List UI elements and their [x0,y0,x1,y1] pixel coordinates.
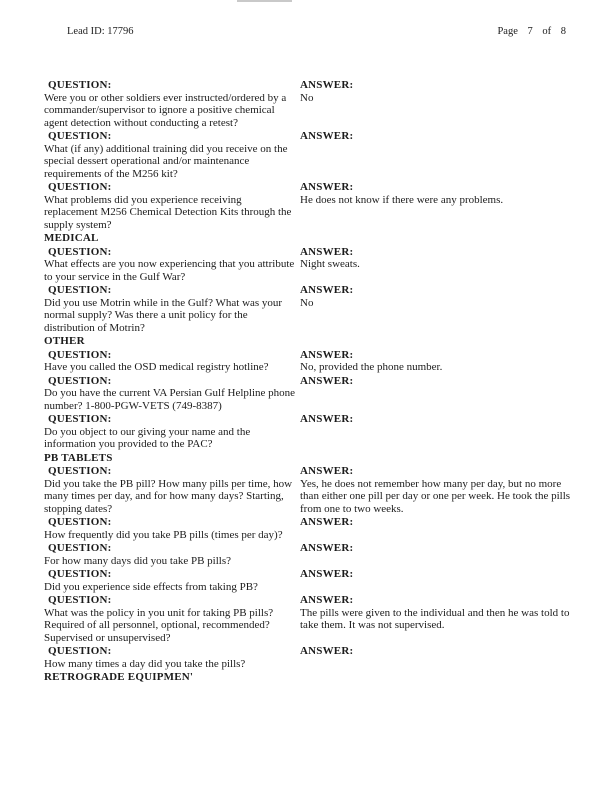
qa-block [44,246,577,284]
answer-column [300,246,577,271]
qa-block [44,375,577,413]
qa-content [0,79,611,684]
question-text: How many times a day did you take the pills? [44,657,246,670]
answer-column [300,130,577,143]
question-column [44,130,300,180]
qa-block [44,516,577,541]
answer-column [300,284,577,309]
question-text: For how many days did you take PB pills? [44,554,231,567]
question-label: QUESTION: [48,374,112,387]
lead-id: Lead ID: 17796 [67,26,134,37]
question-column [44,542,300,567]
question-label: QUESTION: [48,79,112,91]
question-column [44,79,300,129]
question-label: QUESTION: [48,645,112,657]
answer-label: ANSWER: [300,245,354,258]
answer-label: ANSWER: [300,348,354,361]
answer-text: He does not know if there were any problems. [300,193,504,206]
question-label: QUESTION: [48,516,112,528]
question-text: What was the policy in you unit for taking PB pills? Required of all personnel, optional, recommended? Supervised or unsupervised? [44,606,274,644]
answer-label: ANSWER: [300,516,354,528]
answer-text: No, provided the phone number. [300,361,443,373]
question-text: Were you or other soldiers ever instructed/ordered by a commander/supervisor to ignore a positive chemical agent detection without conducting a retest? [44,91,287,129]
answer-label: ANSWER: [300,130,354,142]
question-column [44,284,300,334]
qa-block [44,594,577,644]
answer-text: No [300,296,314,309]
question-column [44,413,300,451]
question-column [44,349,300,374]
answer-column [300,594,577,632]
question-column [44,465,300,515]
question-column [44,181,300,231]
question-column [44,375,300,413]
question-column [44,246,300,284]
answer-column [300,375,577,388]
answer-column [300,181,577,206]
answer-label: ANSWER: [300,594,354,606]
answer-text: The pills were given to the individual and then he was told to take them. It was not supervised. [300,606,570,631]
question-column [44,594,300,644]
answer-column [300,465,577,515]
section-heading-other: OTHER [44,335,85,347]
qa-block [44,465,577,515]
answer-label: ANSWER: [300,181,354,193]
answer-column [300,542,577,555]
section-heading-medical: MEDICAL [44,232,99,244]
question-text: Have you called the OSD medical registry hotline? [44,361,269,373]
answer-label: ANSWER: [300,542,354,554]
page-header [0,0,611,38]
question-label: QUESTION: [48,542,112,554]
answer-text: Night sweats. [300,258,360,270]
question-label: QUESTION: [48,348,112,361]
page-number: Page 7 of 8 [497,26,566,37]
answer-column [300,645,577,658]
answer-column [300,79,577,104]
question-text: What effects are you now experiencing that you attribute to your service in the Gulf War? [44,258,295,283]
qa-block [44,542,577,567]
qa-block [44,79,577,129]
question-label: QUESTION: [48,594,112,606]
question-text: Do you object to our giving your name and the information you provided to the PAC? [44,425,251,450]
answer-column [300,413,577,426]
qa-block [44,130,577,180]
answer-column [300,349,577,374]
question-label: QUESTION: [48,568,112,580]
question-text: What problems did you experience receiving replacement M256 Chemical Detection Kits through the supply system? [44,193,292,231]
question-text: Did you take the PB pill? How many pills per time, how many times per day, and for how many days? Starting, stopping dates? [44,477,293,515]
qa-block [44,413,577,451]
answer-label: ANSWER: [300,413,354,425]
answer-label: ANSWER: [300,79,354,91]
qa-block [44,181,577,231]
answer-column [300,516,577,529]
question-text: Did you use Motrin while in the Gulf? What was your normal supply? Was there a unit policy for the distribution of Motrin? [44,296,283,334]
question-label: QUESTION: [48,181,112,193]
question-column [44,516,300,541]
answer-label: ANSWER: [300,568,354,580]
answer-label: ANSWER: [300,374,354,387]
scan-artifact [237,0,292,2]
question-text: Do you have the current VA Persian Gulf Helpline phone number? 1-800-PGW-VETS (749-8387) [44,387,296,412]
question-column [44,645,300,670]
question-label: QUESTION: [48,413,112,425]
question-column [44,568,300,593]
question-text: What (if any) additional training did you receive on the special dessert operational and/or maintenance requirements of the M256 kit? [44,142,288,180]
qa-block [44,568,577,593]
answer-label: ANSWER: [300,645,354,657]
section-heading-pb-tablets: PB TABLETS [44,451,113,464]
section-heading-retrograde-equipment: RETROGRADE EQUIPMEN' [44,671,194,683]
qa-block [44,284,577,334]
answer-text: Yes, he does not remember how many per day, but no more than either one pill per day or one per week. He took the pills from one to two weeks. [300,477,571,515]
answer-text: No [300,91,314,104]
answer-label: ANSWER: [300,465,354,477]
question-label: QUESTION: [48,245,112,258]
question-label: QUESTION: [48,465,112,477]
question-label: QUESTION: [48,284,112,296]
qa-block [44,645,577,670]
qa-block [44,349,577,374]
question-text: Did you experience side effects from taking PB? [44,580,258,593]
answer-column [300,568,577,581]
answer-label: ANSWER: [300,284,354,296]
question-label: QUESTION: [48,130,112,142]
question-text: How frequently did you take PB pills (times per day)? [44,528,283,541]
